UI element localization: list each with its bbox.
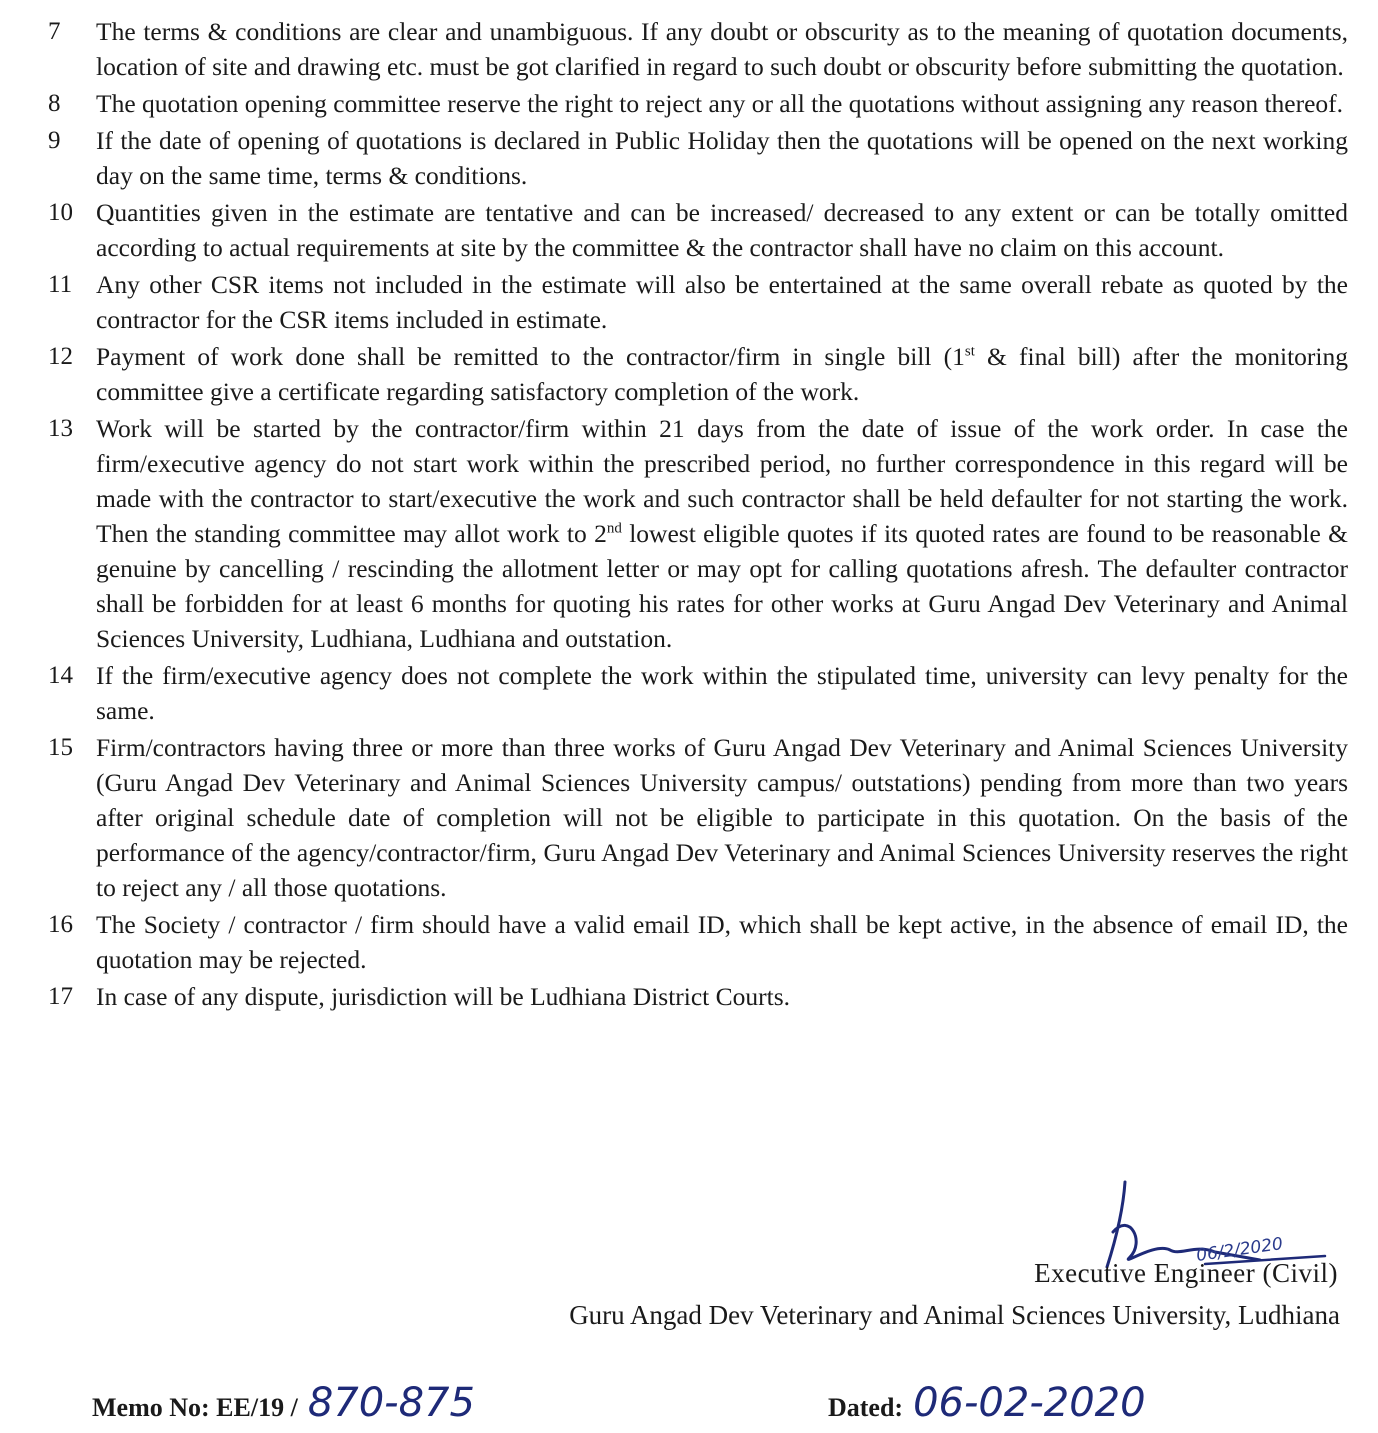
clause-text-part: lowest eligible quotes if its quoted rates are found to be reasonable & genuine by cancelling / rescinding the allotment letter or may opt for calling quotations afresh. The defaulter contractor shall be forbidden for at least 6 months for quoting his rates for other works at Guru Angad Dev Veterinary and Animal Sciences University, Ludhiana, Ludhiana and outstation. (96, 519, 1348, 653)
clause-text-part: & final bill) after the monitoring committee give a certificate regarding satisfactory completion of the work. (96, 342, 1348, 406)
clause-text: The Society / contractor / firm should have a valid email ID, which shall be kept active, in the absence of email ID, the quotation may be rejected. (96, 910, 1348, 974)
clause-number: 13 (48, 415, 73, 442)
ordinal-suffix: nd (606, 520, 622, 537)
clause-8 (40, 86, 1348, 121)
clause-number: 14 (48, 662, 73, 689)
dated-label: Dated: (828, 1393, 904, 1422)
clause-number: 9 (48, 127, 61, 154)
memo-label: Memo No: EE/19 / (92, 1393, 298, 1422)
memo-number-line (92, 1380, 475, 1426)
signature-date: 06/2/2020 (1195, 1234, 1285, 1266)
clause-number: 10 (48, 199, 73, 226)
clause-14 (40, 658, 1348, 728)
clause-number: 8 (48, 90, 61, 117)
clause-number: 11 (48, 271, 73, 298)
clause-12 (40, 339, 1348, 409)
clause-text: If the date of opening of quotations is declared in Public Holiday then the quotations will be opened on the next working day on the same time, terms & conditions. (96, 126, 1348, 190)
clause-11 (40, 267, 1348, 337)
clause-number: 16 (48, 911, 73, 938)
clause-15 (40, 730, 1348, 905)
clause-number: 15 (48, 734, 73, 761)
clause-text: If the firm/executive agency does not complete the work within the stipulated time, university can levy penalty for the same. (96, 661, 1348, 725)
clause-text: Quantities given in the estimate are tentative and can be increased/ decreased to any extent or can be totally omitted according to actual requirements at site by the committee & the contractor shall have no claim on this account. (96, 198, 1348, 262)
clause-text: The quotation opening committee reserve the right to reject any or all the quotations without assigning any reason thereof. (96, 89, 1344, 118)
memo-number-handwritten: 870-875 (307, 1380, 475, 1426)
clause-text (96, 339, 1348, 409)
clause-text: In case of any dispute, jurisdiction will be Ludhiana District Courts. (96, 982, 791, 1011)
clause-9 (40, 123, 1348, 193)
clause-text: Firm/contractors having three or more than three works of Guru Angad Dev Veterinary and Animal Sciences University (Guru Angad Dev Veterinary and Animal Sciences University campus/ outstations) pending from more than two years after original schedule date of completion will not be eligible to participate in this quotation. On the basis of the performance of the agency/contractor/firm, Guru Angad Dev Veterinary and Animal Sciences University reserves the right to reject any / all those quotations. (96, 733, 1348, 902)
clause-text (96, 411, 1348, 656)
clause-text: The terms & conditions are clear and unambiguous. If any doubt or obscurity as to the meaning of quotation documents, location of site and drawing etc. must be got clarified in regard to such doubt or obscurity before submitting the quotation. (96, 17, 1348, 81)
conditions-list (40, 14, 1348, 1016)
clause-7 (40, 14, 1348, 84)
clause-number: 7 (48, 18, 61, 45)
dated-line (828, 1380, 1146, 1426)
signatory-organisation: Guru Angad Dev Veterinary and Animal Sciences University, Ludhiana (569, 1300, 1340, 1330)
clause-text-part: Payment of work done shall be remitted to the contractor/firm in single bill (1 (96, 342, 965, 371)
clause-number: 12 (48, 343, 73, 370)
clause-text-part: Work will be started by the contractor/firm within 21 days from the date of issue of the work order. In case the firm/executive agency do not start work within the prescribed period, no further correspondence in this regard will be made with the contractor to start/executive the work and such contractor shall be held defaulter for not starting the work. Then the standing committee may allot work to 2 (96, 414, 1348, 548)
clause-number: 17 (48, 983, 73, 1010)
ordinal-suffix: st (964, 343, 975, 360)
clause-text: Any other CSR items not included in the estimate will also be entertained at the same overall rebate as quoted by the contractor for the CSR items included in estimate. (96, 270, 1348, 334)
dated-handwritten: 06-02-2020 (913, 1380, 1146, 1426)
signatory-designation: Executive Engineer (Civil) (1034, 1258, 1338, 1288)
clause-17 (40, 979, 1348, 1014)
clause-10 (40, 195, 1348, 265)
clause-13 (40, 411, 1348, 656)
clause-16 (40, 907, 1348, 977)
